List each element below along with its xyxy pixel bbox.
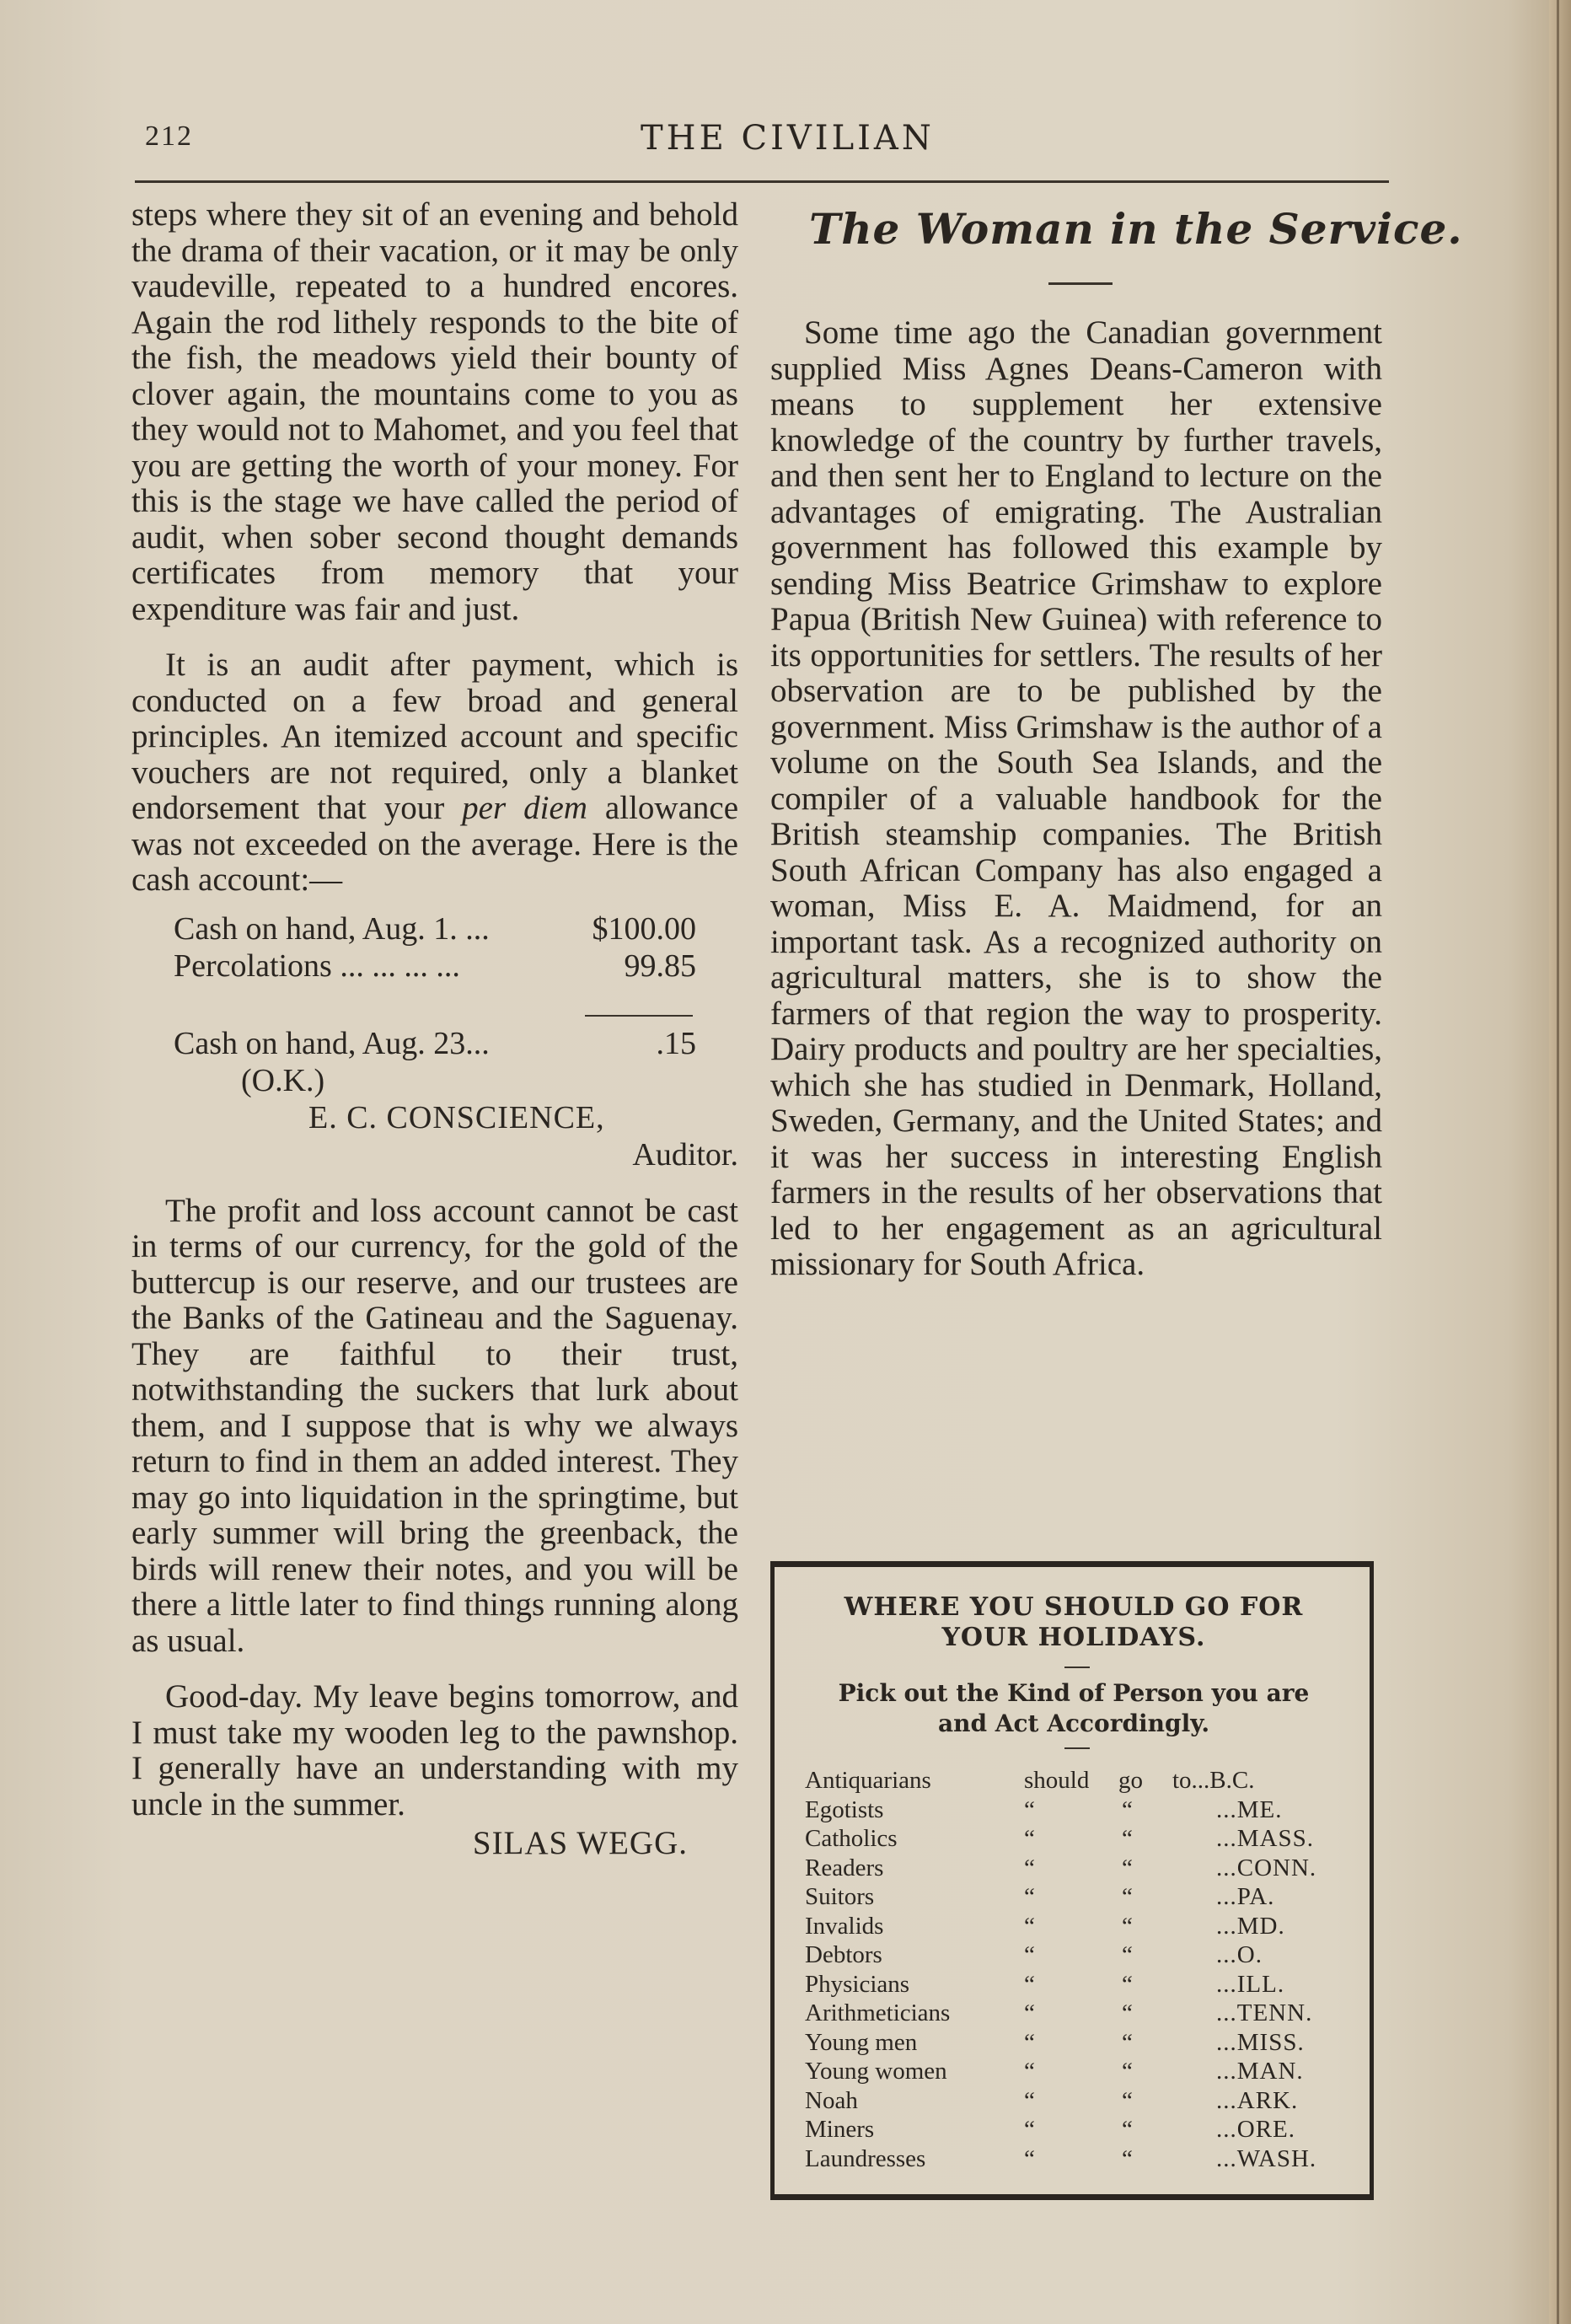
table-row (805, 1795, 1353, 1825)
destination: ...TENN. (1216, 1999, 1313, 2026)
person-kind: Debtors (805, 1941, 882, 1968)
ditto-mark: “ (1024, 1999, 1035, 2026)
page-edge (1549, 0, 1571, 2324)
ditto-mark: “ (1024, 1825, 1035, 1852)
box-title-line: YOUR HOLIDAYS. (941, 1623, 1206, 1652)
person-kind: Young men (805, 2028, 918, 2056)
destination: ...WASH. (1216, 2144, 1317, 2172)
person-kind: Physicians (805, 1970, 910, 1998)
ditto-mark: “ (1024, 1912, 1035, 1940)
table-row (805, 1824, 1353, 1854)
cash-amount: .15 (656, 1025, 696, 1061)
ditto-mark: “ (1024, 1883, 1035, 1910)
ditto-mark: “ (1122, 1999, 1133, 2026)
person-kind: Invalids (805, 1912, 884, 1940)
person-kind: Catholics (805, 1825, 898, 1852)
cash-label: Percolations ... ... ... ... (174, 947, 460, 984)
table-row (805, 2115, 1353, 2144)
ditto-mark: “ (1122, 2086, 1133, 2114)
ditto-mark: “ (1024, 1970, 1035, 1998)
ok-mark: (O.K.) (241, 1062, 325, 1098)
text-run: It is an audit after payment, which is conducted on a few broad and general principles. An itemized account and specific vouchers are not required, only a blanket endorsement that your (131, 647, 738, 826)
cash-label: Cash on hand, Aug. 1. ... (174, 910, 490, 947)
destination: ...O. (1216, 1941, 1263, 1968)
table-row (805, 1940, 1353, 1970)
ditto-mark: “ (1122, 1795, 1133, 1823)
person-kind: Antiquarians (805, 1767, 931, 1794)
destination: ...MASS. (1216, 1825, 1314, 1852)
table-row (805, 1854, 1353, 1883)
box-rule (1064, 1667, 1090, 1668)
holiday-box (770, 1561, 1374, 2200)
holiday-rows (805, 1795, 1353, 2174)
table-row (805, 1970, 1353, 1999)
destination: ...ORE. (1216, 2116, 1295, 2143)
title-rule (1048, 282, 1113, 285)
go-word: go (1118, 1767, 1143, 1794)
paragraph: The profit and loss account cannot be cast in terms of our currency, for the gold of the buttercup is our reserve, and our trustees are the Banks of the Gatineau and the Saguenay. They are faithful to their trust, notwithstanding the suckers that lurk about them, and I suppose that is why we always return to find in them an added interest. They may go into liquidation in the springtime, but early summer will bring the greenback, the birds will renew their notes, and you will be there a little later to find things running along as usual. (131, 1192, 738, 1659)
binding-line (1557, 0, 1559, 2324)
destination: ...MAN. (1216, 2058, 1304, 2085)
ditto-mark: “ (1122, 1912, 1133, 1940)
cash-amount: 99.85 (624, 947, 696, 984)
italic-text: per diem (462, 790, 587, 826)
right-column (770, 315, 1382, 1283)
ditto-mark: “ (1024, 1941, 1035, 1968)
ditto-mark: “ (1024, 2028, 1035, 2056)
ditto-mark: “ (1122, 2116, 1133, 2143)
person-kind: Suitors (805, 1883, 875, 1910)
paragraph (131, 647, 738, 899)
table-row (805, 2086, 1353, 2116)
person-kind: Readers (805, 1854, 884, 1881)
ditto-mark: “ (1122, 1941, 1133, 1968)
auditor-title: Auditor. (632, 1136, 738, 1173)
person-kind: Egotists (805, 1795, 884, 1823)
destination: ...MD. (1216, 1912, 1285, 1940)
ditto-mark: “ (1122, 1854, 1133, 1881)
destination: ...PA. (1216, 1883, 1275, 1910)
destination: ...ME. (1216, 1795, 1283, 1823)
ditto-mark: “ (1024, 2086, 1035, 2114)
should-word: should (1024, 1767, 1090, 1794)
page-number: 212 (145, 121, 193, 152)
paragraph: Good-day. My leave begins tomorrow, and I must take my wooden leg to the pawnshop. I generally have an understanding with my uncle in the summer. (131, 1678, 738, 1822)
table-row (805, 1999, 1353, 2028)
ditto-mark: “ (1024, 2116, 1035, 2143)
running-title: THE CIVILIAN (641, 119, 935, 158)
paragraph: Some time ago the Canadian government supplied Miss Agnes Deans-Cameron with means to supplement her extensive knowledge of the country by further travels, and then sent her to England to lecture on the advantages of emigrating. The Australian government has followed this example by sending Miss Beatrice Grimshaw to explore Papua (British New Guinea) with reference to its opportunities for settlers. The results of her observation are to be published by the government. Miss Grimshaw is the author of a volume on the South Sea Islands, and the compiler of a valuable handbook for the British steamship companies. The British South African Company has also engaged a woman, Miss E. A. Maidmend, for an important task. As a recognized authority on agricultural matters, she is to show the farmers of that region the way to prosperity. Dairy products and poultry are her specialties, which she has studied in Denmark, Holland, Sweden, Germany, and the United States; and it was her success in interesting English farmers in the results of her observations that led to her engagement as an agricultural missionary for South Africa. (770, 314, 1382, 1282)
ditto-mark: “ (1024, 2058, 1035, 2085)
table-row (805, 1912, 1353, 1941)
box-title (800, 1592, 1348, 1653)
ditto-mark: “ (1024, 1854, 1035, 1881)
cash-row (174, 910, 696, 947)
text-run: allowance was not exceeded on the average. Here is the cash account:— (131, 790, 739, 898)
person-kind: Young women (805, 2058, 947, 2085)
left-column (131, 197, 738, 1862)
cash-account (131, 910, 738, 1062)
cash-row (174, 947, 696, 985)
box-subtitle-line: Pick out the Kind of Person you are (838, 1679, 1310, 1707)
table-row (805, 2057, 1353, 2086)
box-subtitle (800, 1678, 1348, 1739)
cash-row (174, 1025, 696, 1062)
ditto-mark: “ (1024, 1795, 1035, 1823)
box-title-line: WHERE YOU SHOULD GO FOR (844, 1592, 1304, 1622)
paragraph: steps where they sit of an evening and behold the drama of their vacation, or it may be only vaudeville, repeated to a hundred encores. Again the rod lithely responds to the bite of the fish, the meadows yield their bounty of clover again, the mountains come to you as they would not to Mahomet, and you feel that you are getting the worth of your money. For this is the stage we have called the period of audit, when sober second thought demands certificates from memory that your expenditure was fair and just. (131, 196, 738, 627)
sum-rule (585, 1015, 693, 1017)
author-signature: SILAS WEGG. (472, 1825, 688, 1861)
ditto-mark: “ (1122, 2144, 1133, 2172)
ditto-mark: “ (1122, 2058, 1133, 2085)
destination: ...MISS. (1216, 2028, 1305, 2056)
cash-label: Cash on hand, Aug. 23... (174, 1025, 490, 1061)
table-row (805, 2028, 1353, 2058)
destination: ...CONN. (1216, 1854, 1317, 1881)
table-row (805, 2144, 1353, 2174)
destination: to...B.C. (1172, 1767, 1255, 1794)
cash-amount: $100.00 (592, 910, 696, 947)
ditto-mark: “ (1122, 1970, 1133, 1998)
header-rule (135, 180, 1389, 183)
ditto-mark: “ (1024, 2144, 1035, 2172)
destination: ...ILL. (1216, 1970, 1285, 1998)
auditor-name: E. C. CONSCIENCE, (308, 1099, 605, 1135)
person-kind: Laundresses (805, 2144, 926, 2172)
person-kind: Noah (805, 2086, 858, 2114)
holiday-table (805, 1766, 1353, 2173)
destination: ...ARK. (1216, 2086, 1299, 2114)
ditto-mark: “ (1122, 2028, 1133, 2056)
box-subtitle-line: and Act Accordingly. (937, 1709, 1210, 1737)
ditto-mark: “ (1122, 1883, 1133, 1910)
table-row (805, 1766, 1353, 1795)
box-rule (1064, 1747, 1090, 1749)
person-kind: Arithmeticians (805, 1999, 951, 2026)
ditto-mark: “ (1122, 1825, 1133, 1852)
article-title: The Woman in the Service. (809, 204, 1463, 254)
person-kind: Miners (805, 2116, 875, 2143)
table-row (805, 1882, 1353, 1912)
